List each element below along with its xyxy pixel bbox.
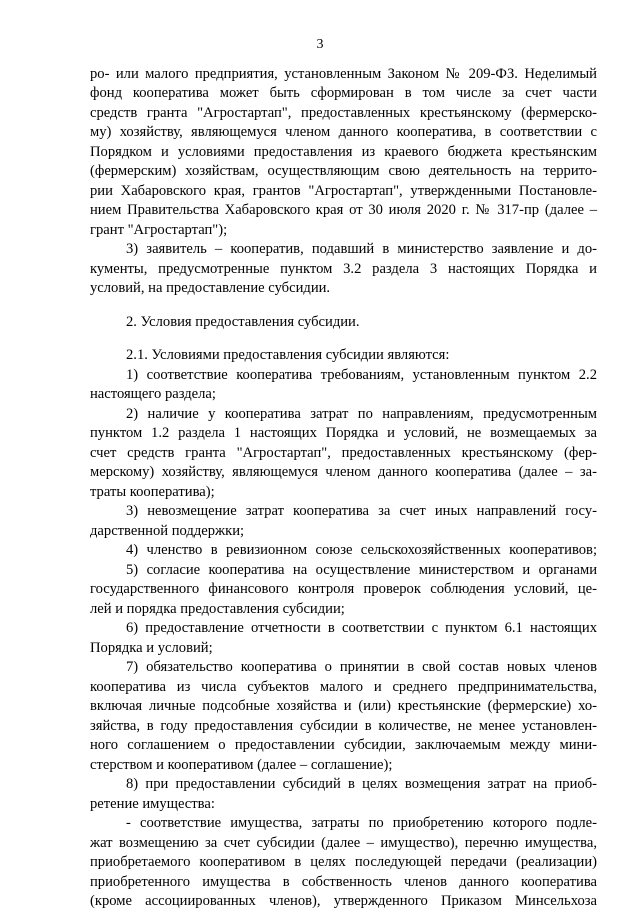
- text-line: ро- или малого предприятия, установленным Законом № 209-ФЗ. Неделимый: [90, 66, 597, 82]
- text-line: 5) согласие кооператива на осуществление министерством и органами: [126, 562, 597, 578]
- text-line: нием Правительства Хабаровского края от 30 июля 2020 г. № 317-пр (далее –: [90, 202, 597, 218]
- section-heading: 2. Условия предоставления субсидии.: [126, 314, 360, 330]
- text-line: настоящего раздела;: [90, 386, 216, 402]
- text-line: 6) предоставление отчетности в соответствии с пунктом 6.1 настоящих: [126, 620, 597, 636]
- page-number: 3: [316, 37, 324, 52]
- text-line: ного соглашением о предоставлении субсидии, заключаемым между мини-: [90, 737, 597, 753]
- text-line: 4) членство в ревизионном союзе сельскохозяйственных кооперативов;: [126, 542, 597, 558]
- text-line: фонд кооператива может быть сформирован в том числе за счет части: [90, 85, 597, 101]
- text-line: 7) обязательство кооператива о принятии в свой состав новых членов: [126, 659, 597, 675]
- text-line: пунктом 1.2 раздела 1 настоящих Порядка и условий, не возмещаемых за: [90, 425, 597, 441]
- text-line: (кроме ассоциированных членов), утвержденного Приказом Минсельхоза: [90, 893, 597, 909]
- text-line: 1) соответствие кооператива требованиям, установленным пунктом 2.2: [126, 367, 597, 383]
- text-line: кооператива из числа субъектов малого и среднего предпринимательства,: [90, 679, 597, 695]
- text-line: кументы, предусмотренные пунктом 3.2 раздела 3 настоящих Порядка и: [90, 261, 597, 277]
- text-line: рии Хабаровского края, грантов "Агростартап", утвержденными Постановле-: [90, 183, 597, 199]
- text-line: 3) заявитель – кооператив, подавший в министерство заявление и до-: [126, 241, 597, 257]
- text-line: лей и порядка предоставления субсидии;: [90, 601, 345, 617]
- text-line: 2.1. Условиями предоставления субсидии являются:: [126, 347, 450, 363]
- text-line: стерством и кооперативом (далее – соглашение);: [90, 757, 393, 773]
- text-line: 2) наличие у кооператива затрат по направлениям, предусмотренным: [126, 406, 597, 422]
- text-line: грант "Агростартап");: [90, 222, 228, 238]
- text-line: счет средств гранта "Агростартап", предоставленных крестьянскому (фер-: [90, 445, 597, 461]
- text-line: 8) при предоставлении субсидий в целях возмещения затрат на приоб-: [126, 776, 597, 792]
- text-line: приобретаемого кооперативом в целях последующей передачи (реализации): [90, 854, 597, 870]
- text-line: государственного финансового контроля проверок соблюдения условий, це-: [90, 581, 597, 597]
- text-line: 3) невозмещение затрат кооператива за счет иных направлений госу-: [126, 503, 597, 519]
- text-line: включая личные подсобные хозяйства и (или) крестьянские (фермерские) хо-: [90, 698, 597, 714]
- text-line: дарственной поддержки;: [90, 523, 245, 539]
- text-line: Порядком и условиями предоставления из краевого бюджета крестьянским: [90, 144, 597, 160]
- text-line: ретение имущества:: [90, 796, 215, 812]
- text-line: приобретенного имущества в собственность членов данного кооператива: [90, 874, 597, 890]
- text-line: жат возмещению за счет субсидии (далее – имущество), перечню имущества,: [90, 835, 597, 851]
- text-line: средств гранта "Агростартап", предоставленных крестьянскому (фермерско-: [90, 105, 597, 121]
- text-line: зяйства, в году предоставления субсидии в количестве, не менее установлен-: [90, 718, 597, 734]
- text-line: мерскому) хозяйству, являющемуся членом данного кооператива (далее – за-: [90, 464, 597, 480]
- text-line: (фермерским) хозяйствам, осуществляющим свою деятельность на террито-: [90, 163, 597, 179]
- text-line: Порядка и условий;: [90, 640, 213, 656]
- text-line: траты кооператива);: [90, 484, 215, 500]
- text-line: му) хозяйству, являющемуся членом данного кооператива, в соответствии с: [90, 124, 597, 140]
- text-line: условий, на предоставление субсидии.: [90, 280, 331, 296]
- text-line: - соответствие имущества, затраты по приобретению которого подле-: [126, 815, 597, 831]
